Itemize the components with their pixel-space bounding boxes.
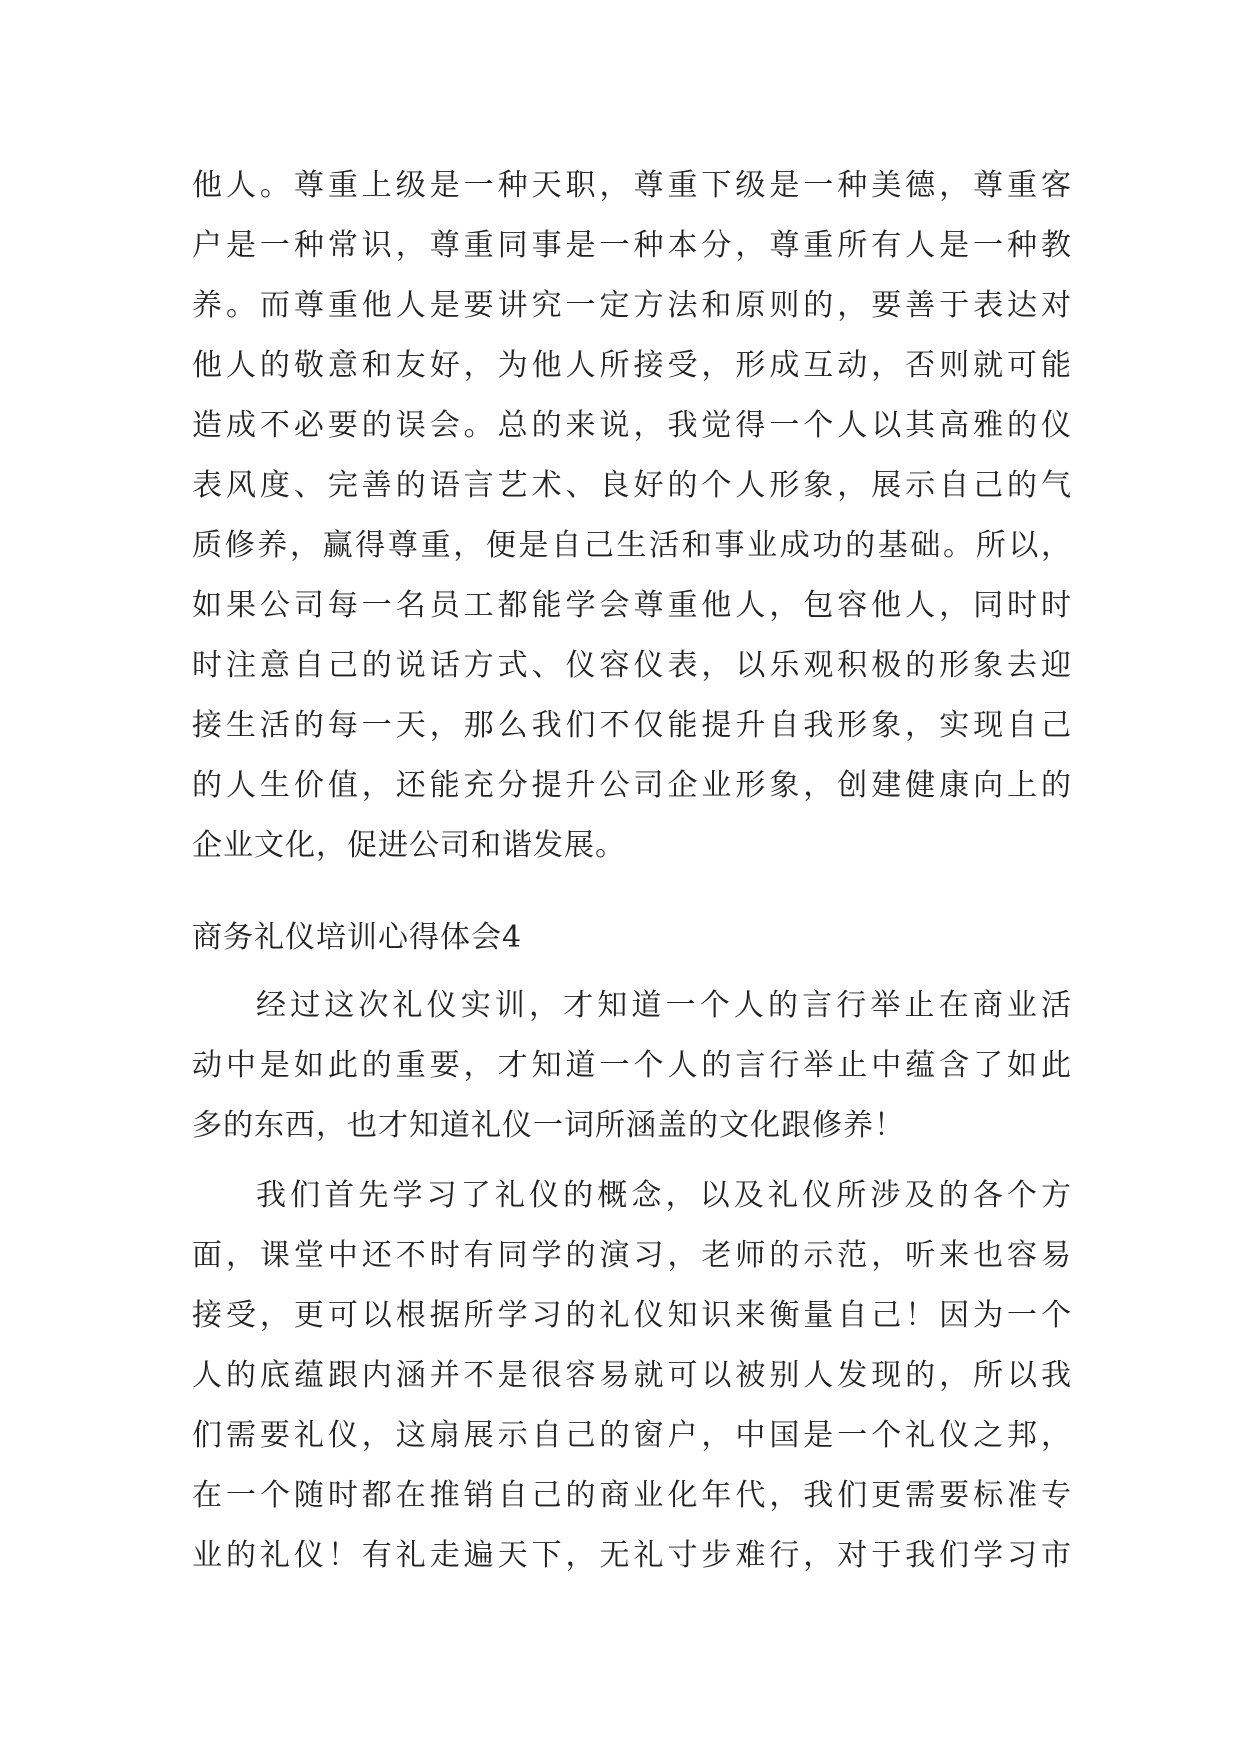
text-line: 经过这次礼仪实训，才知道一个人的言行举止在商业活 [256,988,1072,1023]
section-heading [192,908,1072,968]
text-line: 面，课堂中还不时有同学的演习，老师的示范，听来也容易 [192,1238,1072,1273]
text-line: 动中是如此的重要，才知道一个人的言行举止中蕴含了如此 [192,1048,1072,1083]
text-line: 如果公司每一名员工都能学会尊重他人，包容他人，同时时 [192,588,1072,623]
text-line: 时注意自己的说话方式、仪容仪表，以乐观积极的形象去迎 [192,648,1072,683]
text-line: 他人的敬意和友好，为他人所接受，形成互动，否则就可能 [192,348,1072,383]
text-line: 接受，更可以根据所学习的礼仪知识来衡量自己！因为一个 [192,1298,1072,1333]
text-line: 接生活的每一天，那么我们不仅能提升自我形象，实现自己 [192,708,1072,743]
text-line: 们需要礼仪，这扇展示自己的窗户，中国是一个礼仪之邦， [192,1418,1072,1453]
text-line: 他人。尊重上级是一种天职，尊重下级是一种美德，尊重客 [192,168,1072,203]
text-line: 在一个随时都在推销自己的商业化年代，我们更需要标准专 [192,1478,1072,1513]
heading-text: 商务礼仪培训心得体会4 [192,920,523,955]
text-line: 多的东西，也才知道礼仪一词所涵盖的文化跟修养！ [192,1108,905,1143]
text-line: 的人生价值，还能充分提升公司企业形象，创建健康向上的 [192,768,1072,803]
continued-paragraph [192,156,1072,876]
text-line: 户是一种常识，尊重同事是一种本分，尊重所有人是一种教 [192,228,1072,263]
text-line: 业的礼仪！有礼走遍天下，无礼寸步难行，对于我们学习市 [192,1538,1072,1573]
text-line: 表风度、完善的语言艺术、良好的个人形象，展示自己的气 [192,468,1072,503]
text-line: 企业文化，促进公司和谐发展。 [192,828,626,863]
text-line: 人的底蕴跟内涵并不是很容易就可以被别人发现的，所以我 [192,1358,1072,1393]
text-line: 造成不必要的误会。总的来说，我觉得一个人以其高雅的仪 [192,408,1072,443]
text-line: 我们首先学习了礼仪的概念，以及礼仪所涉及的各个方 [256,1178,1072,1213]
paragraph-2 [192,1166,1072,1586]
text-line: 质修养，赢得尊重，便是自己生活和事业成功的基础。所以， [192,528,1072,563]
paragraph-1 [192,976,1072,1156]
text-line: 养。而尊重他人是要讲究一定方法和原则的，要善于表达对 [192,288,1072,323]
